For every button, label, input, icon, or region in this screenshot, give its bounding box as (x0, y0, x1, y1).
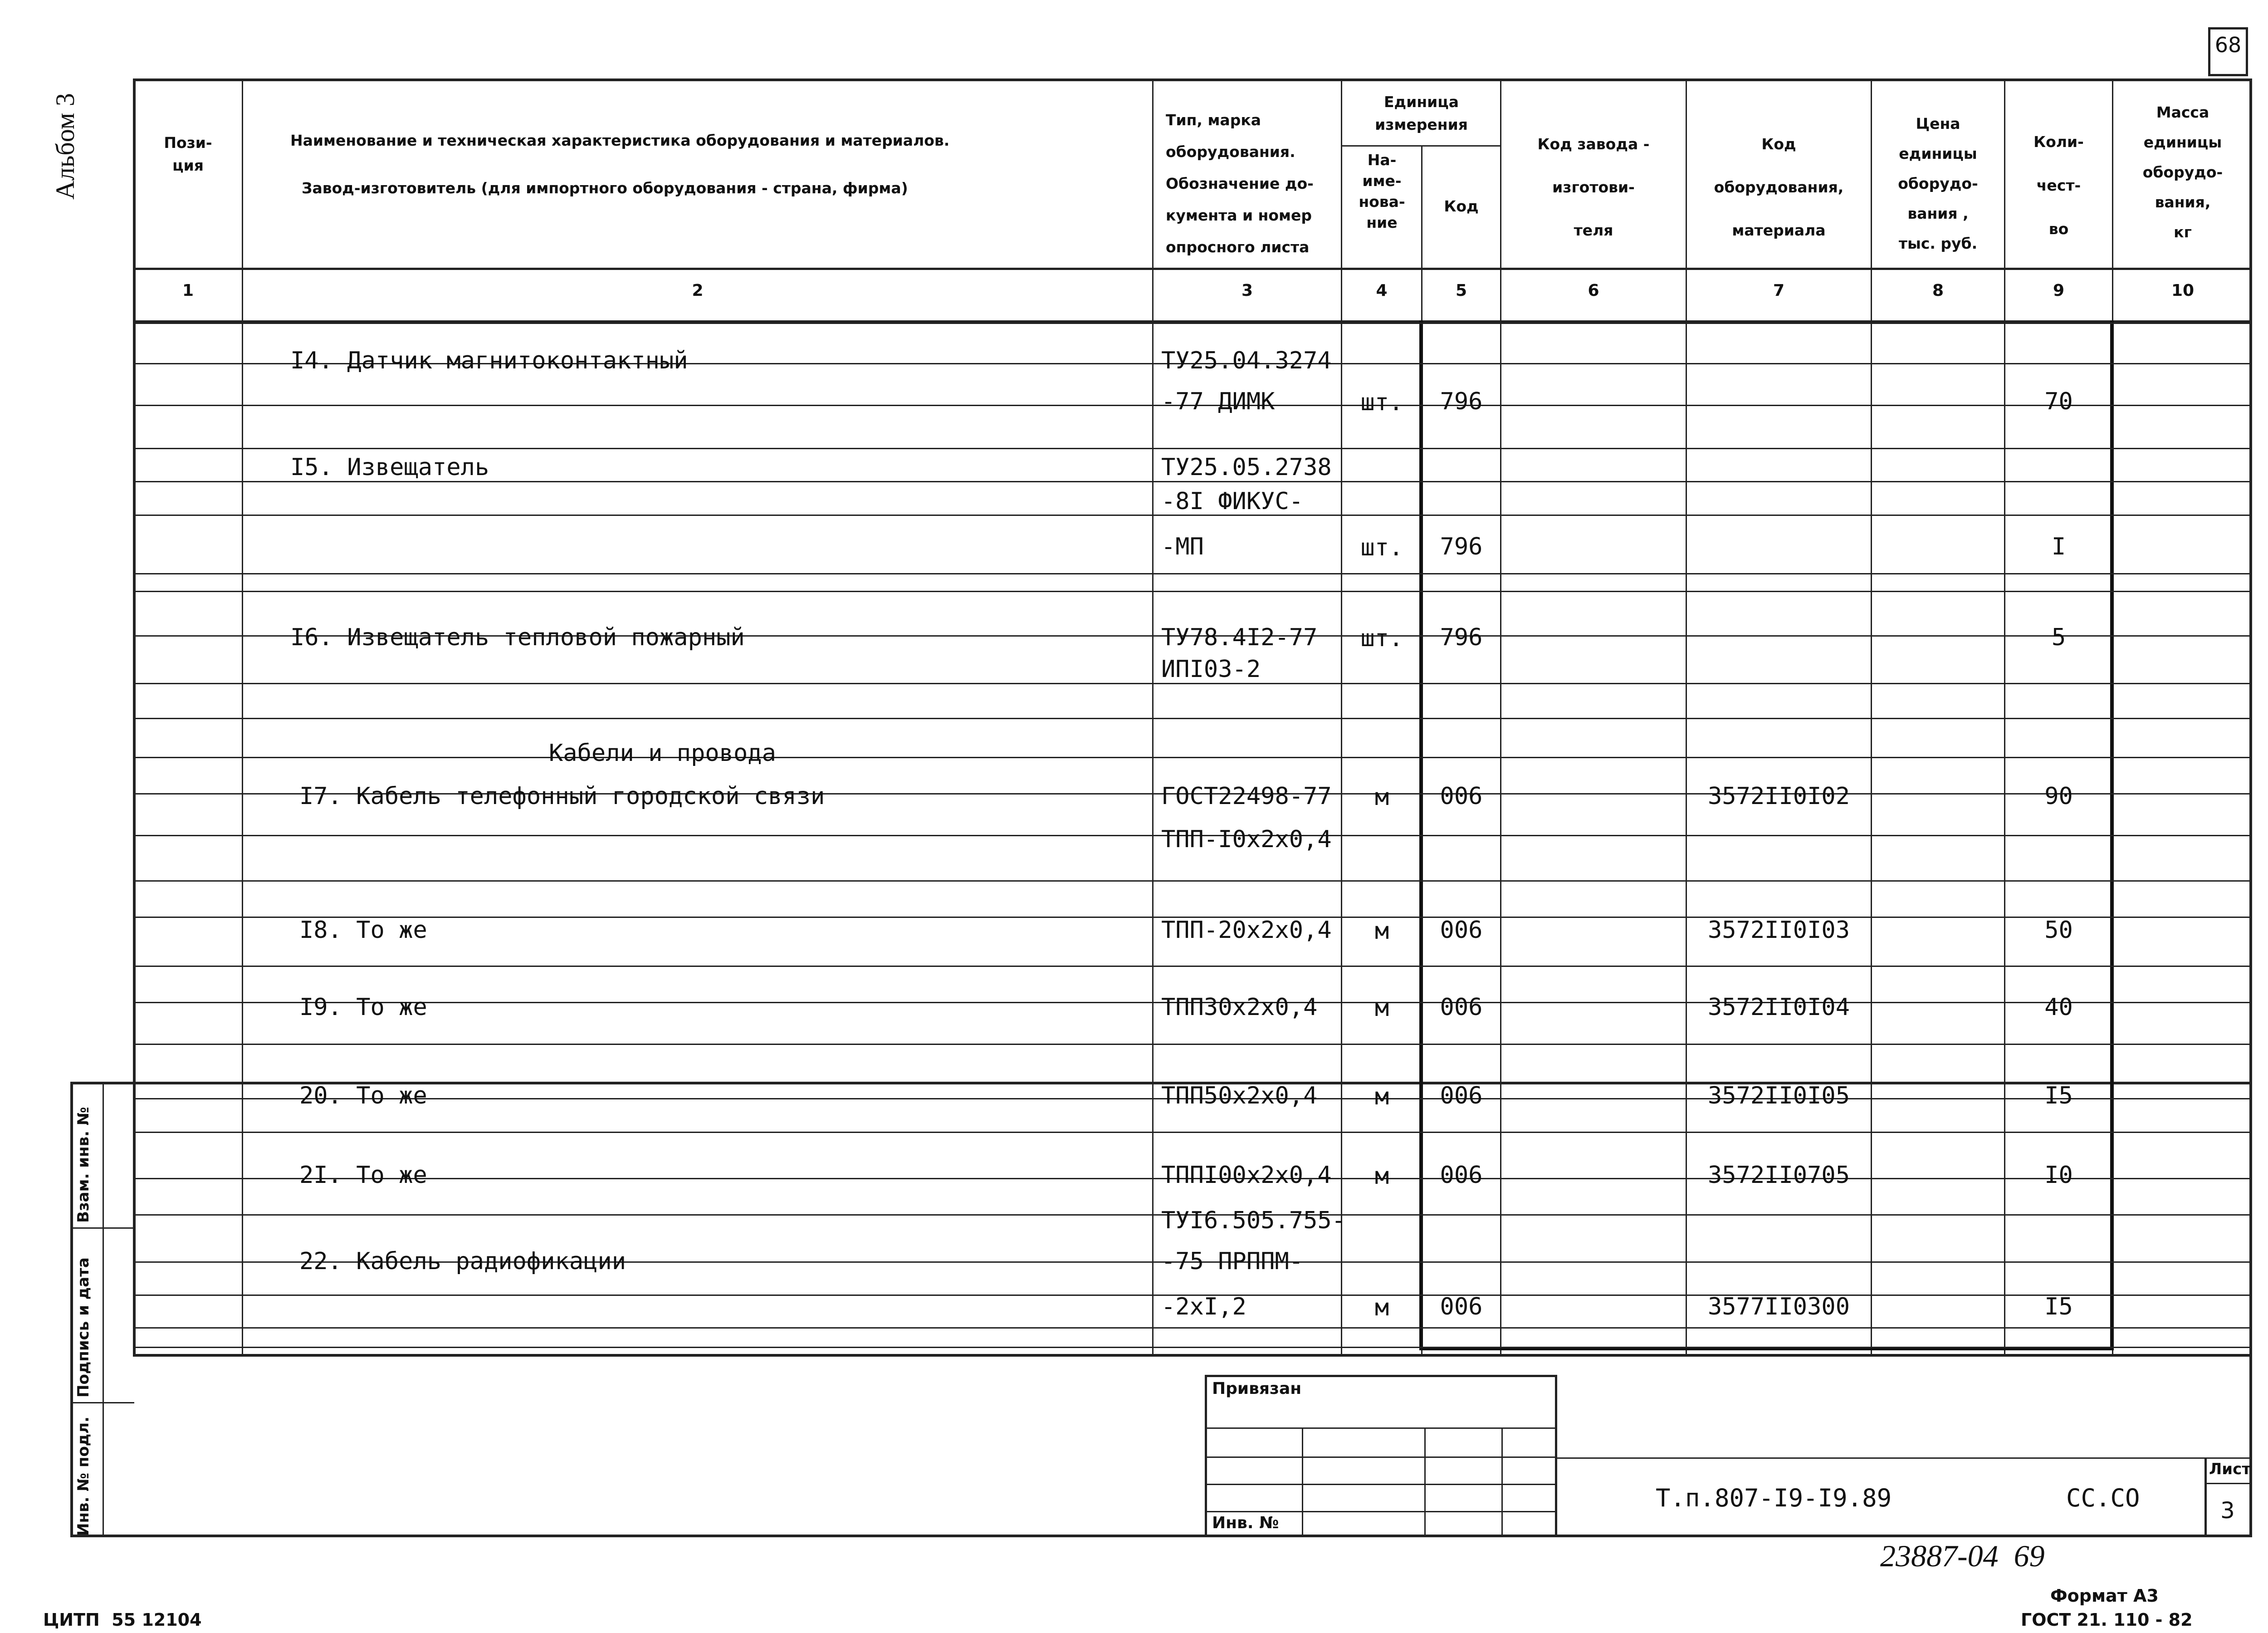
column-number: 6 (1588, 281, 1599, 300)
column-number: 9 (2053, 281, 2065, 300)
row-name: I5. Извещатель (290, 454, 489, 481)
row-type: -75 ПРППМ- (1161, 1248, 1304, 1275)
row-quantity: I0 (2044, 1162, 2073, 1189)
row-type: ТПП-20х2х0,4 (1161, 917, 1332, 944)
row-line (133, 718, 2252, 719)
row-unit: шт. (1360, 534, 1403, 561)
column-number: 3 (1241, 281, 1253, 300)
row-line (133, 1132, 2252, 1133)
column-number: 1 (182, 281, 194, 300)
row-unit: м (1374, 1162, 1389, 1190)
row-quantity: 70 (2044, 388, 2073, 415)
column-number: 2 (692, 281, 704, 300)
row-material-code: 3572II0705 (1707, 1162, 1850, 1189)
sheet-label: Лист (2209, 1460, 2251, 1478)
row-unit-code: 796 (1440, 624, 1483, 651)
row-line (133, 573, 2252, 574)
side-label-podpis: Подпись и дата (74, 1257, 93, 1398)
row-unit-code: 006 (1440, 1082, 1483, 1109)
row-material-code: 3572II0I03 (1707, 917, 1850, 944)
row-line (133, 448, 2252, 449)
row-unit-code: 006 (1440, 994, 1483, 1021)
row-quantity: 40 (2044, 994, 2073, 1021)
row-unit: шт. (1360, 625, 1403, 652)
header-material-code: Код оборудования, материала (1714, 135, 1844, 239)
row-line (133, 323, 2252, 324)
row-type: ТУ25.05.2738 (1161, 454, 1332, 481)
row-line (133, 880, 2252, 882)
header-factory-code: Код завода - изготови- теля (1537, 135, 1650, 239)
document-mark: СС.СО (2066, 1484, 2140, 1512)
row-quantity: I5 (2044, 1293, 2073, 1320)
row-type: -8I ФИКУС- (1161, 488, 1304, 515)
row-unit: шт. (1360, 389, 1403, 416)
row-quantity: I5 (2044, 1082, 2073, 1109)
row-material-code: 3572II0I04 (1707, 994, 1850, 1021)
header-unit-name: На- име- нова- ние (1359, 151, 1405, 231)
bottom-left-code: ЦИТП 55 12104 (43, 1610, 202, 1630)
row-type: ТУ78.4I2-77 (1161, 624, 1318, 651)
row-line (133, 683, 2252, 684)
row-line (133, 757, 2252, 758)
column-number: 8 (1932, 281, 1944, 300)
column-number: 7 (1773, 281, 1785, 300)
row-type: -2хI,2 (1161, 1293, 1246, 1320)
row-line (133, 481, 2252, 482)
album-label: Альбом 3 (50, 93, 80, 200)
row-name: I8. То же (299, 917, 427, 944)
row-type: ТППI00х2х0,4 (1161, 1162, 1332, 1189)
row-name: 22. Кабель радиофикации (299, 1248, 626, 1275)
row-type: -МП (1161, 533, 1204, 560)
row-type: ТПП-I0х2х0,4 (1161, 826, 1332, 853)
row-line (133, 1327, 2252, 1329)
column-number: 5 (1455, 281, 1467, 300)
stamp-privyazan: Привязан (1212, 1379, 1302, 1398)
page-number: 68 (2214, 33, 2242, 57)
row-type: ГОСТ22498-77 (1161, 783, 1332, 810)
header-unit-code: Код (1444, 197, 1479, 215)
row-name: I6. Извещатель тепловой пожарный (290, 624, 745, 651)
row-quantity: 90 (2044, 783, 2073, 810)
row-name: Кабели и провода (549, 740, 776, 767)
row-line (133, 1347, 2252, 1348)
row-name: I4. Датчик магнитоконтактный (290, 347, 688, 374)
row-unit: м (1374, 917, 1389, 945)
column-number: 4 (1376, 281, 1388, 300)
column-number: 10 (2171, 281, 2195, 300)
row-material-code: 3572II0I02 (1707, 783, 1850, 810)
row-material-code: 3577II0300 (1707, 1293, 1850, 1320)
stamp-inv-no: Инв. № (1212, 1514, 1279, 1532)
row-type: -77 ДИМК (1161, 388, 1275, 415)
row-type: ТУI6.505.755- (1161, 1207, 1346, 1234)
row-line (133, 591, 2252, 592)
row-unit-code: 796 (1440, 388, 1483, 415)
row-unit-code: 796 (1440, 533, 1483, 560)
row-unit: м (1374, 995, 1389, 1022)
row-unit: м (1374, 784, 1389, 811)
row-type: ИПI03-2 (1161, 656, 1261, 683)
document-code: Т.п.807-I9-I9.89 (1656, 1484, 1892, 1512)
header-position: Пози- ция (164, 134, 212, 174)
header-name-line2: Завод-изготовитель (для импортного оборудования - страна, фирма) (302, 179, 908, 197)
row-type: ТПП50х2х0,4 (1161, 1082, 1318, 1109)
row-unit: м (1374, 1294, 1389, 1321)
header-quantity: Коли- чест- во (2033, 133, 2084, 238)
row-line (133, 1044, 2252, 1045)
row-type: ТПП30х2х0,4 (1161, 994, 1318, 1021)
side-label-vzam: Взам. инв. № (74, 1107, 93, 1223)
row-name: 2I. То же (299, 1162, 427, 1189)
stamp-box (1205, 1375, 1557, 1537)
row-line (133, 966, 2252, 967)
format-label: Формат А3 (2050, 1586, 2159, 1606)
row-name: I9. То же (299, 994, 427, 1021)
row-quantity: 5 (2051, 624, 2066, 651)
side-label-inv-podl: Инв. № подл. (74, 1416, 93, 1536)
row-unit-code: 006 (1440, 1293, 1483, 1320)
header-mass: Масса единицы оборудо- вания, кг (2142, 103, 2223, 241)
row-quantity: I (2051, 533, 2066, 560)
header-price: Цена единицы оборудо- вания , тыс. руб. (1898, 115, 1978, 252)
row-name: 20. То же (299, 1082, 427, 1109)
row-type: ТУ25.04.3274 (1161, 347, 1332, 374)
header-name-line1: Наименование и техническая характеристика оборудования и материалов. (290, 132, 950, 149)
handwritten-number: 23887-04 69 (1880, 1539, 2045, 1573)
row-name: I7. Кабель телефонный городской связи (299, 783, 825, 810)
row-unit-code: 006 (1440, 1162, 1483, 1189)
row-unit-code: 006 (1440, 783, 1483, 810)
row-quantity: 50 (2044, 917, 2073, 944)
header-type: Тип, марка оборудования. Обозначение до- кумента и номер опросного листа (1166, 111, 1314, 256)
row-material-code: 3572II0I05 (1707, 1082, 1850, 1109)
sheet-number: 3 (2220, 1497, 2235, 1524)
header-unit: Единица измерения (1375, 93, 1468, 133)
row-unit: м (1374, 1083, 1389, 1110)
row-unit-code: 006 (1440, 917, 1483, 944)
gost-label: ГОСТ 21. 110 - 82 (2021, 1610, 2193, 1630)
